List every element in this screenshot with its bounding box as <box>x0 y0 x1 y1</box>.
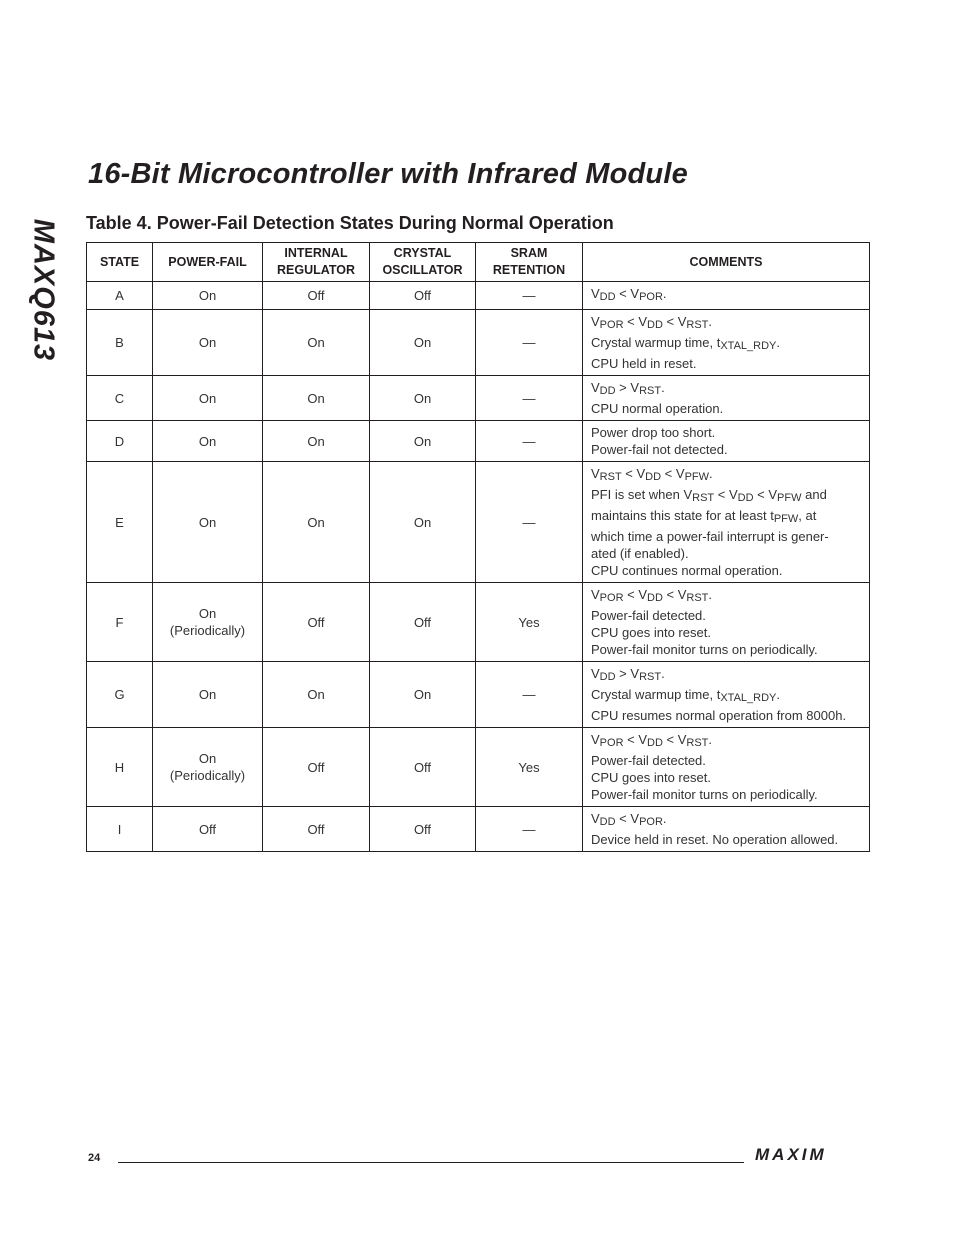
comment-line: CPU normal operation. <box>591 401 724 416</box>
table-title: Table 4. Power-Fail Detection States During Normal Operation <box>86 213 614 233</box>
comment-line: ated (if enabled). <box>591 546 689 561</box>
side-product-label <box>18 208 68 372</box>
comment-line: Crystal warmup time, tXTAL_RDY. <box>591 335 780 352</box>
cell-crystal-oscillator: Off <box>370 282 476 310</box>
comment-line: VPOR < VDD < VRST. <box>591 314 713 331</box>
comment-line: VDD > VRST. <box>591 380 665 397</box>
table-row <box>87 421 870 462</box>
power-fail-line: On <box>198 514 217 530</box>
cell-state: E <box>87 462 153 583</box>
comment-line: Power-fail detected. <box>591 608 706 623</box>
table-row <box>87 462 870 583</box>
cell-sram-retention: — <box>476 421 583 462</box>
cell-internal-regulator: On <box>263 376 370 421</box>
power-fail-line: On <box>198 687 217 702</box>
cell-internal-regulator: On <box>263 662 370 728</box>
power-fail-line: (Periodically) <box>169 623 246 638</box>
header-power-fail <box>153 243 263 282</box>
table-row <box>87 728 870 807</box>
comment-line: CPU continues normal operation. <box>591 563 783 578</box>
header-text: STATE <box>99 254 140 269</box>
comment-line: CPU goes into reset. <box>591 770 711 785</box>
cell-crystal-oscillator: On <box>370 462 476 583</box>
comment-line: CPU goes into reset. <box>591 625 711 640</box>
cell-crystal-oscillator: On <box>370 310 476 376</box>
power-fail-states-table <box>86 242 870 852</box>
cell-state: H <box>87 728 153 807</box>
cell-power-fail <box>153 728 263 807</box>
table-row <box>87 310 870 376</box>
cell-power-fail <box>153 282 263 310</box>
comment-line: Crystal warmup time, tXTAL_RDY. <box>591 687 780 704</box>
comment-line: which time a power-fail interrupt is gener- <box>591 529 829 544</box>
cell-comments <box>583 462 870 583</box>
cell-comments <box>583 421 870 462</box>
maxim-logo-text: MAXIM <box>755 1145 827 1163</box>
header-comments <box>583 243 870 282</box>
power-fail-line: On <box>198 335 217 350</box>
cell-comments <box>583 583 870 662</box>
table-row <box>87 662 870 728</box>
comment-line: Power-fail monitor turns on periodically. <box>591 787 818 802</box>
table-row <box>87 376 870 421</box>
cell-comments <box>583 282 870 310</box>
comment-line: VDD < VPOR. <box>591 286 667 303</box>
cell-sram-retention: Yes <box>476 583 583 662</box>
cell-state: I <box>87 807 153 852</box>
cell-crystal-oscillator: On <box>370 376 476 421</box>
header-internal-regulator <box>263 243 370 282</box>
cell-sram-retention: — <box>476 807 583 852</box>
cell-sram-retention: Yes <box>476 728 583 807</box>
comment-line: VPOR < VDD < VRST. <box>591 732 713 749</box>
header-crystal-oscillator <box>370 243 476 282</box>
cell-internal-regulator: Off <box>263 583 370 662</box>
cell-sram-retention: — <box>476 462 583 583</box>
cell-crystal-oscillator: On <box>370 662 476 728</box>
cell-state: D <box>87 421 153 462</box>
power-fail-line: On <box>198 390 217 406</box>
comment-line: VRST < VDD < VPFW. <box>591 466 713 483</box>
cell-power-fail <box>153 310 263 376</box>
comment-line: PFI is set when VRST < VDD < VPFW and <box>591 487 827 504</box>
cell-internal-regulator: Off <box>263 282 370 310</box>
header-text: COMMENTS <box>689 254 763 269</box>
power-fail-line: On <box>198 606 217 621</box>
cell-internal-regulator: Off <box>263 807 370 852</box>
comment-line: VDD > VRST. <box>591 666 665 683</box>
cell-state: C <box>87 376 153 421</box>
comment-line: Power-fail detected. <box>591 753 706 768</box>
header-text: INTERNAL <box>284 246 348 260</box>
power-fail-line: (Periodically) <box>169 768 246 783</box>
cell-crystal-oscillator: On <box>370 421 476 462</box>
table-row <box>87 807 870 852</box>
power-fail-line: On <box>198 751 217 766</box>
header-text: CRYSTAL <box>393 246 452 260</box>
cell-comments <box>583 376 870 421</box>
comment-line: Power drop too short. <box>591 425 716 440</box>
cell-internal-regulator: On <box>263 421 370 462</box>
comment-line: Power-fail monitor turns on periodically. <box>591 642 818 657</box>
header-text: REGULATOR <box>276 263 355 277</box>
cell-state: B <box>87 310 153 376</box>
cell-comments <box>583 662 870 728</box>
cell-comments <box>583 807 870 852</box>
cell-sram-retention: — <box>476 282 583 310</box>
header-text: SRAM <box>510 246 548 260</box>
table-header-row <box>87 243 870 282</box>
comment-line: VDD < VPOR. <box>591 811 667 828</box>
header-sram-retention <box>476 243 583 282</box>
cell-power-fail <box>153 807 263 852</box>
maxim-logo <box>755 1145 867 1163</box>
header-text: OSCILLATOR <box>382 263 463 277</box>
power-fail-line: Off <box>198 821 217 837</box>
header-state <box>87 243 153 282</box>
footer-rule <box>118 1162 744 1163</box>
cell-crystal-oscillator: Off <box>370 583 476 662</box>
cell-sram-retention: — <box>476 310 583 376</box>
cell-sram-retention: — <box>476 376 583 421</box>
comment-line: Power-fail not detected. <box>591 442 728 457</box>
comment-line: CPU held in reset. <box>591 356 697 371</box>
comment-line: VPOR < VDD < VRST. <box>591 587 713 604</box>
header-text: POWER-FAIL <box>168 254 247 269</box>
side-product-label-text: MAXQ613 <box>27 218 60 362</box>
cell-comments <box>583 310 870 376</box>
cell-comments <box>583 728 870 807</box>
power-fail-line: On <box>198 288 217 303</box>
cell-power-fail <box>153 421 263 462</box>
comment-line: CPU resumes normal operation from 8000h. <box>591 708 847 723</box>
cell-internal-regulator: On <box>263 462 370 583</box>
table-row <box>87 583 870 662</box>
comment-line: maintains this state for at least tPFW, at <box>591 508 817 525</box>
cell-power-fail <box>153 662 263 728</box>
cell-power-fail <box>153 376 263 421</box>
cell-state: F <box>87 583 153 662</box>
cell-state: G <box>87 662 153 728</box>
page-number: 24 <box>88 1152 101 1164</box>
cell-crystal-oscillator: Off <box>370 807 476 852</box>
document-title: 16-Bit Microcontroller with Infrared Module <box>88 158 688 190</box>
comment-line: Device held in reset. No operation allowed. <box>591 832 839 847</box>
cell-crystal-oscillator: Off <box>370 728 476 807</box>
table-row <box>87 282 870 310</box>
cell-internal-regulator: On <box>263 310 370 376</box>
table-body <box>87 282 870 852</box>
cell-sram-retention: — <box>476 662 583 728</box>
cell-state: A <box>87 282 153 310</box>
cell-internal-regulator: Off <box>263 728 370 807</box>
power-fail-line: On <box>198 433 217 449</box>
header-text: RETENTION <box>492 263 566 277</box>
cell-power-fail <box>153 462 263 583</box>
cell-power-fail <box>153 583 263 662</box>
